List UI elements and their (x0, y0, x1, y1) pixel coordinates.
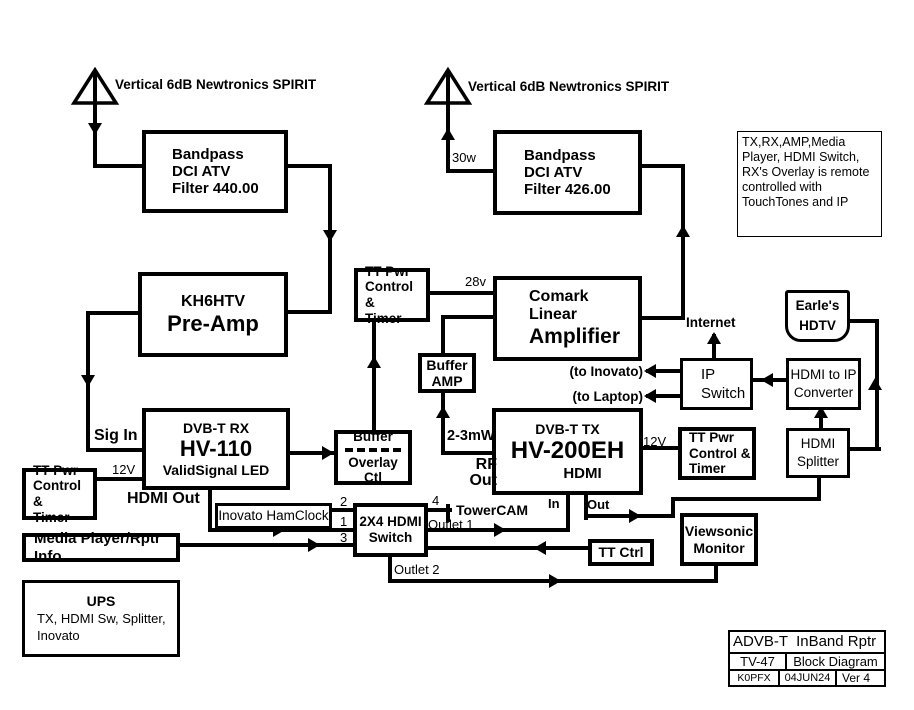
power-30w-label: 30w (452, 150, 476, 165)
wire-ttctrl (426, 546, 590, 550)
wire-sig-in (86, 448, 144, 452)
arrowhead (549, 574, 561, 588)
wire-amp-out (640, 316, 685, 320)
wire-rfout (441, 451, 496, 455)
version: Ver 4 (842, 671, 871, 685)
arrowhead (629, 509, 641, 523)
wire-splitter-in (817, 476, 821, 501)
antenna-tx-label: Vertical 6dB Newtronics SPIRIT (468, 79, 670, 94)
earles-hdtv-box (785, 290, 850, 342)
title-block-row (730, 632, 884, 652)
to-inovato-label: (to Inovato) (569, 364, 643, 379)
box-label: Control & (365, 279, 413, 310)
wire-outlet1-up (566, 493, 570, 532)
title-block-row (730, 652, 884, 669)
box-label: Converter (793, 385, 854, 400)
wire-preamp-out (86, 311, 142, 315)
title-block (728, 630, 886, 687)
box-label: HDMI (800, 435, 836, 451)
arrowhead (323, 230, 337, 242)
rf-out-label (455, 457, 497, 489)
box-label: Timer (689, 461, 726, 477)
arrowhead (761, 373, 773, 387)
ups-box (22, 580, 180, 657)
wire-overlay-to-ttpwr (372, 321, 376, 432)
box-label: Buffer (353, 429, 393, 445)
arrowhead (644, 364, 656, 378)
arrowhead (644, 389, 656, 403)
box-label: 2X4 HDMI (359, 514, 422, 530)
wire-amp-up (681, 164, 685, 320)
box-label: Timer (365, 310, 402, 326)
box-label: Timer (33, 509, 70, 525)
arrowhead (81, 375, 95, 387)
arrowhead (868, 378, 882, 390)
power-2-3mw-label: 2-3mW (447, 428, 495, 444)
box-label: TX, HDMI Sw, Splitter, (37, 610, 166, 626)
port4-label: 4 (432, 493, 440, 508)
towercam-label: TowerCAM (456, 502, 529, 518)
box-label: Control & (33, 478, 81, 509)
arrowhead (676, 225, 690, 237)
dvbt-tx-hv200eh-box (492, 408, 643, 495)
box-label: DCI ATV (524, 163, 583, 181)
box-label: DVB-T RX (182, 420, 250, 437)
divider (345, 448, 401, 452)
wire-antenna-to-filter440 (93, 164, 145, 168)
arrowhead (534, 541, 546, 555)
wire-filter426-out (446, 169, 496, 173)
box-label: TT Pwr (33, 462, 79, 478)
hdmi-out-port-label: Out (587, 497, 610, 512)
v28-label: 28v (465, 274, 486, 289)
wire-hdmi-out-down (208, 488, 212, 532)
wire-into-filter426 (640, 164, 685, 168)
arrowhead (441, 128, 455, 140)
box-label: DCI ATV (172, 162, 231, 180)
box-label: Control & (689, 445, 751, 461)
box-label: Splitter (796, 454, 840, 469)
box-label: Inovato HamClock (218, 508, 329, 524)
box-label: HDTV (799, 318, 836, 333)
box-label: AMP (431, 373, 463, 389)
arrowhead (367, 356, 381, 368)
hdmi-to-ip-converter-box (786, 358, 861, 410)
hdmi-switch-box (353, 503, 428, 557)
box-label: HDMI to IP (790, 367, 857, 383)
box-label: Comark (529, 288, 589, 306)
hdmi-out-label: HDMI Out (127, 490, 200, 507)
arrowhead (88, 123, 102, 135)
doc-type: Block Diagram (793, 653, 878, 669)
wire-rfout-up (441, 391, 445, 455)
viewsonic-monitor-box (680, 513, 758, 566)
box-label: DVB-T TX (535, 421, 600, 438)
buffer-overlay-ctl-box (334, 430, 412, 485)
tt-pwr-timer-amp-box (354, 263, 430, 326)
outlet2-label: Outlet 2 (394, 562, 440, 577)
box-label: IP (701, 365, 716, 383)
box-label: Inovato (37, 627, 80, 643)
remote-control-note: TX,RX,AMP,Media Player, HDMI Switch, RX's Overlay is remote controlled with TouchTones and IP (737, 131, 882, 237)
rf-out-label-line: Out (469, 472, 497, 489)
box-label: KH6HTV (180, 292, 245, 310)
box-label: TT Pwr (365, 263, 411, 279)
box-label: Switch (701, 385, 746, 402)
v12-tx-label: 12V (643, 434, 667, 449)
bandpass-filter-440-box (142, 130, 288, 213)
box-label: Bandpass (524, 146, 596, 164)
bandpass-filter-426-box (493, 130, 642, 215)
v12-rx-label: 12V (112, 462, 136, 477)
hdmi-splitter-box (786, 428, 850, 478)
hdmi-in-port-label: In (548, 496, 560, 511)
box-label: Media Player/Rptr Info (34, 530, 161, 565)
box-label: Filter 426.00 (524, 181, 611, 199)
tt-ctrl-box (588, 539, 654, 566)
box-label: Pre-Amp (167, 311, 259, 337)
box-label: Overlay Ctl (348, 454, 398, 486)
wire-filter440-out (286, 164, 332, 168)
arrowhead (707, 332, 721, 344)
arrowhead (494, 523, 506, 537)
wire-port3 (178, 543, 357, 547)
wire-hdmi-out-tx-h2 (671, 497, 821, 501)
antenna-rx-label: Vertical 6dB Newtronics SPIRIT (115, 77, 317, 92)
callsign: K0PFX (730, 671, 780, 685)
title-block-row (730, 669, 884, 685)
box-label: Buffer (426, 356, 468, 373)
port2-label: 2 (340, 494, 348, 509)
date: 04JUN24 (780, 671, 837, 685)
dvbt-rx-hv110-box (142, 408, 290, 490)
buffer-amp-box (418, 353, 476, 393)
ip-switch-box (680, 358, 753, 410)
to-laptop-label: (to Laptop) (572, 389, 643, 404)
box-label: Monitor (693, 539, 745, 556)
box-label: HV-200EH (510, 437, 625, 465)
box-label: TT Pwr (689, 430, 735, 446)
box-label: Bandpass (172, 145, 244, 163)
sig-in-label: Sig In (94, 427, 138, 444)
model-number: TV-47 (730, 654, 787, 669)
box-label: Filter 440.00 (172, 180, 259, 198)
arrowhead (308, 538, 320, 552)
wire-antenna-rx-stem (93, 70, 97, 168)
wire-splitter-to-hdtv-h2 (848, 319, 879, 323)
box-label: HDMI (563, 464, 602, 482)
media-player-box (22, 530, 180, 565)
box-label: UPS (86, 593, 116, 610)
wire-bufamp-to-amp-h (441, 315, 497, 319)
box-label: Linear (529, 306, 578, 324)
box-label: Viewsonic (684, 523, 754, 540)
outlet1-label: Outlet 1 (428, 517, 474, 532)
box-label: Earle's (795, 297, 840, 313)
wire-28v (428, 291, 495, 295)
comark-amplifier-box (493, 276, 642, 361)
box-label: Amplifier (529, 324, 621, 348)
box-label: Switch (368, 530, 413, 545)
wire-antenna-tx-stem (446, 70, 450, 173)
arrowhead (436, 406, 450, 418)
box-label: TT Ctrl (598, 544, 644, 561)
box-label: HV-110 (179, 436, 253, 462)
tt-pwr-timer-tx-box (678, 427, 756, 480)
wire-into-preamp (286, 310, 332, 314)
preamp-box (138, 272, 288, 357)
inovato-hamclock-box (215, 503, 332, 529)
wire-bufamp-to-amp-v (441, 315, 445, 355)
wire-12v-rx (94, 477, 144, 481)
rf-out-label-line: RF (475, 456, 497, 473)
port3-label: 3 (340, 530, 348, 545)
box-label: ValidSignal LED (162, 461, 270, 478)
wire-viewsonic-down (714, 564, 718, 583)
arrowhead (322, 446, 334, 460)
internet-label: Internet (686, 315, 736, 330)
diagram-title: ADVB-T InBand Rptr (733, 633, 877, 651)
tt-pwr-timer-rx-box (22, 462, 97, 525)
port1-label: 1 (340, 514, 348, 529)
